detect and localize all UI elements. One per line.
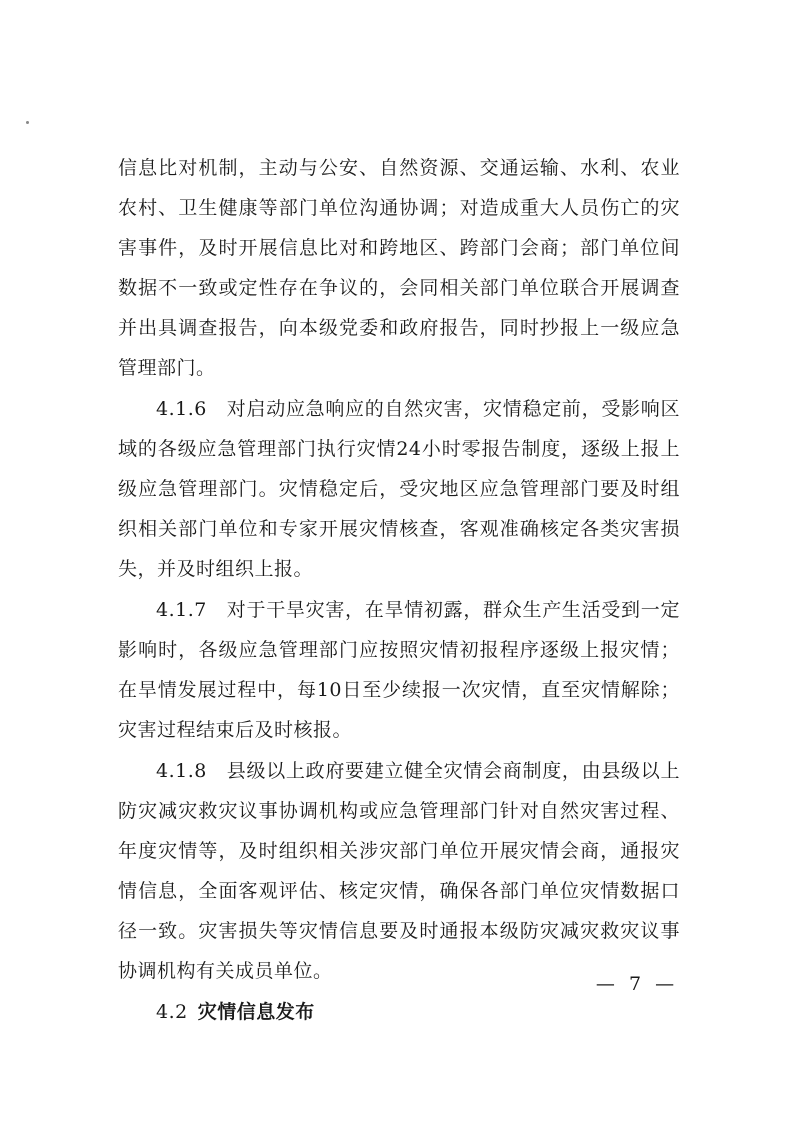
section-number: 4.2 [156, 1001, 188, 1023]
paragraph-continued: 信息比对机制，主动与公安、自然资源、交通运输、水利、农业农村、卫生健康等部门单位沟通协调；对造成重大人员伤亡的灾害事件，及时开展信息比对和跨地区、跨部门会商；部门单位间数据不一致或定性存在争议的，会同相关部门单位联合开展调查并出具调查报告，向本级党委和政府报告，同时抄报上一级应急管理部门。 [118, 157, 680, 379]
page-number: — 7 — [595, 973, 679, 995]
paragraph-4-1-7: 4.1.7 对于干旱灾害，在旱情初露，群众生产生活受到一定影响时，各级应急管理部门应按照灾情初报程序逐级上报灾情；在旱情发展过程中，每10日至少续报一次灾情，直至灾情解除；灾害过程结束后及时核报。 [118, 599, 680, 741]
scan-mark [26, 121, 29, 124]
document-body [118, 148, 680, 1032]
section-heading-4-2 [118, 992, 680, 1032]
paragraph-4-1-6: 4.1.6 对启动应急响应的自然灾害，灾情稳定前，受影响区域的各级应急管理部门执行灾情24小时零报告制度，逐级上报上级应急管理部门。灾情稳定后，受灾地区应急管理部门要及时组织相关部门单位和专家开展灾情核查，客观准确核定各类灾害损失，并及时组织上报。 [118, 398, 680, 580]
section-title: 灾情信息发布 [197, 1001, 315, 1023]
paragraph-4-1-8: 4.1.8 县级以上政府要建立健全灾情会商制度，由县级以上防灾减灾救灾议事协调机构或应急管理部门针对自然灾害过程、年度灾情等，及时组织相关涉灾部门单位开展灾情会商，通报灾情信息，全面客观评估、核定灾情，确保各部门单位灾情数据口径一致。灾害损失等灾情信息要及时通报本级防灾减灾救灾议事协调机构有关成员单位。 [118, 760, 680, 982]
